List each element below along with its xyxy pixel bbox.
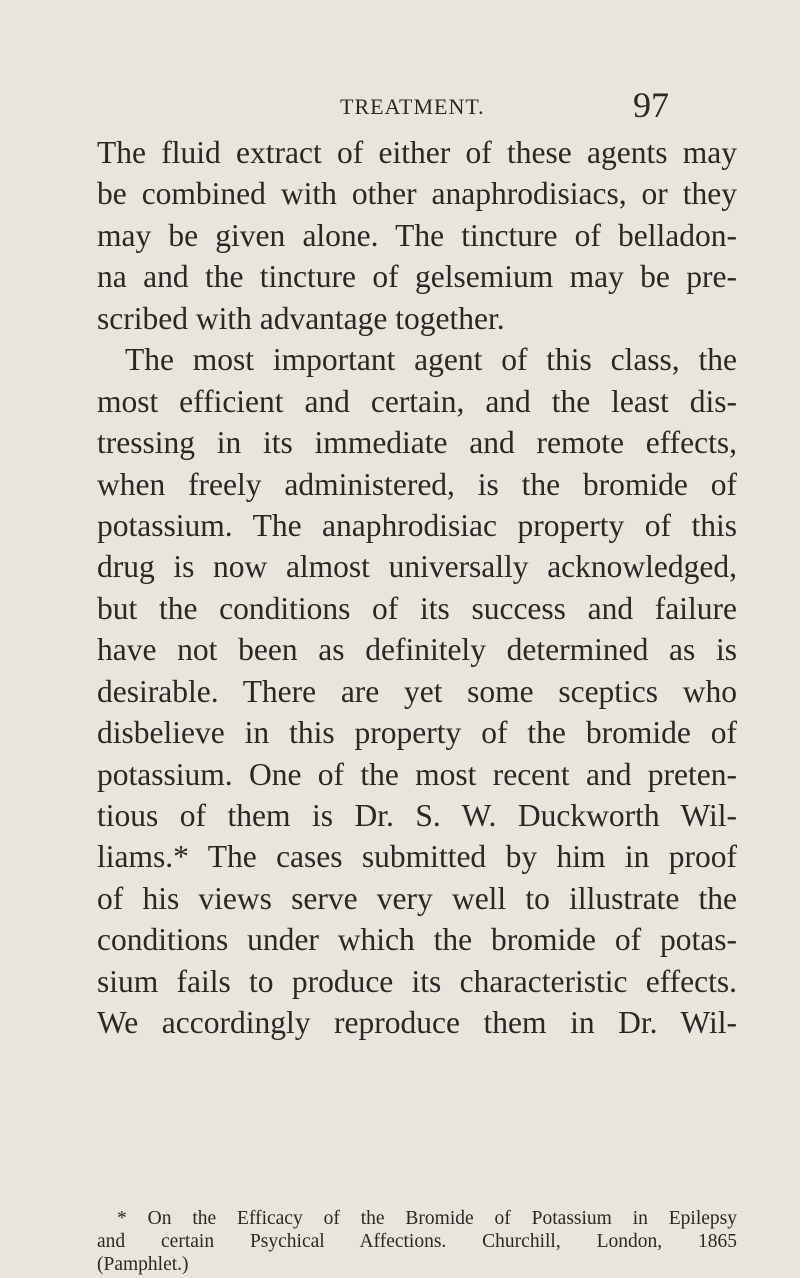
- footnote-line: * On the Efficacy of the Bromide of Potassium in Epilepsy: [117, 1208, 737, 1229]
- page-header: [0, 85, 800, 132]
- text-line: scribed with advantage together.: [97, 300, 505, 336]
- text-line: potassium. The anaphrodisiac property of this: [97, 507, 737, 543]
- footnote-line: and certain Psychical Affections. Churchill, London, 1865: [97, 1231, 737, 1252]
- text-line: The most important agent of this class, the: [125, 342, 737, 378]
- footnote-line: (Pamphlet.): [97, 1254, 189, 1275]
- text-line: We accordingly reproduce them in Dr. Wil-: [97, 1005, 737, 1041]
- text-line: have not been as definitely determined as is: [97, 632, 737, 668]
- text-line: disbelieve in this property of the bromide of: [97, 715, 737, 751]
- running-head: TREATMENT.: [340, 94, 485, 119]
- text-line: may be given alone. The tincture of belladon-: [97, 217, 737, 253]
- text-line: but the conditions of its success and failure: [97, 590, 737, 626]
- text-line: conditions under which the bromide of potas-: [97, 922, 737, 958]
- text-line: drug is now almost universally acknowledged,: [97, 549, 737, 585]
- body-text: [97, 132, 737, 1044]
- text-line: of his views serve very well to illustrate the: [97, 880, 737, 916]
- text-line: desirable. There are yet some sceptics who: [97, 673, 737, 709]
- text-line: potassium. One of the most recent and preten-: [97, 756, 737, 792]
- text-line: most efficient and certain, and the least dis-: [97, 383, 737, 419]
- footnote: [97, 1207, 737, 1276]
- text-line: sium fails to produce its characteristic effects.: [97, 963, 737, 999]
- text-line: when freely administered, is the bromide of: [97, 466, 737, 502]
- text-line: liams.* The cases submitted by him in proof: [97, 839, 737, 875]
- text-line: The fluid extract of either of these agents may: [97, 135, 737, 170]
- text-line: tious of them is Dr. S. W. Duckworth Wil-: [97, 798, 737, 833]
- text-line: tressing in its immediate and remote effects,: [97, 425, 737, 461]
- text-line: be combined with other anaphrodisiacs, or they: [97, 176, 737, 212]
- text-line: na and the tincture of gelsemium may be pre-: [97, 259, 737, 295]
- page-number: 97: [633, 85, 669, 125]
